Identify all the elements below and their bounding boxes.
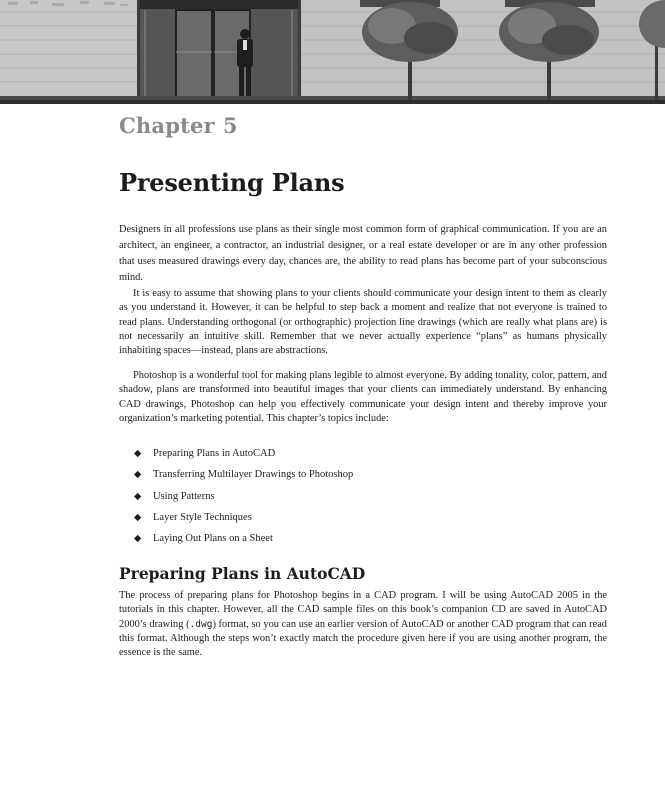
chapter-number: 5 [222, 113, 238, 138]
list-item [134, 445, 353, 466]
section-text-after: ) format, so you can use an earlier version of AutoCAD or another CAD program that can read this format. Although the steps won’t exactly match the procedure given here if you are using another program, the essence is the same. [119, 618, 607, 659]
chapter-word: Chapter [119, 113, 215, 138]
diamond-bullet-icon: ◆ [134, 534, 142, 545]
topic-label: Laying Out Plans on a Sheet [153, 533, 273, 545]
section-text-before: The process of preparing plans for Photoshop begins in a CAD program. I will be using AutoCAD 2005 in the tutorials in this chapter. However, all the CAD sample files on this book’s companion CD are saved in AutoCAD 2000’s drawing ( [119, 590, 607, 630]
list-item [134, 530, 353, 551]
topic-label: Using Patterns [153, 490, 215, 502]
list-item [134, 466, 353, 487]
diamond-bullet-icon: ◆ [134, 512, 142, 523]
list-item [134, 509, 353, 530]
section-heading: Preparing Plans in AutoCAD [119, 564, 366, 583]
list-item [134, 488, 353, 509]
topic-label: Transferring Multilayer Drawings to Photoshop [153, 469, 354, 481]
intro-paragraph: Photoshop is a wonderful tool for making plans legible to almost everyone. By adding tonality, color, pattern, and shadow, plans are transformed into beautiful images that your clients can immediately understand. By enhancing CAD drawings, Photoshop can help you effectively communicate your design intent and thereby improve your organization’s marketing potential. This chapter’s topics include: [119, 370, 607, 424]
header-photo [0, 0, 665, 104]
diamond-bullet-icon: ◆ [134, 449, 142, 459]
diamond-bullet-icon: ◆ [134, 470, 142, 481]
building-facade-illustration [0, 0, 665, 104]
intro-paragraph: It is easy to assume that showing plans to your clients should communicate your design intent to them as clearly as you understand it. However, it can be helpful to step back a moment and realize that not everyone is trained to read plans. Understanding orthogonal (or orthographic) projection line drawings (which are really what plans are) is not necessarily an intuitive skill. Remember that we never actually experience “plans” as humans physically inhabiting spaces—instead, plans are abstractions. [119, 288, 607, 357]
topic-label: Preparing Plans in AutoCAD [153, 448, 276, 459]
intro-paragraph: Designers in all professions use plans as their single most common form of graphical communication. If you are an architect, an engineer, a contractor, an industrial designer, or a real estate developer or are in any other profession that uses measured drawings every day, chances are, the ability to read plans has become part of your subconscious mind. [119, 224, 607, 283]
file-extension-code: .dwg [189, 618, 213, 630]
diamond-bullet-icon: ◆ [134, 491, 142, 502]
page-title: Presenting Plans [119, 168, 345, 197]
topic-label: Layer Style Techniques [153, 511, 252, 523]
topic-list [134, 445, 353, 551]
section-paragraph [119, 589, 607, 660]
chapter-label [119, 113, 238, 138]
